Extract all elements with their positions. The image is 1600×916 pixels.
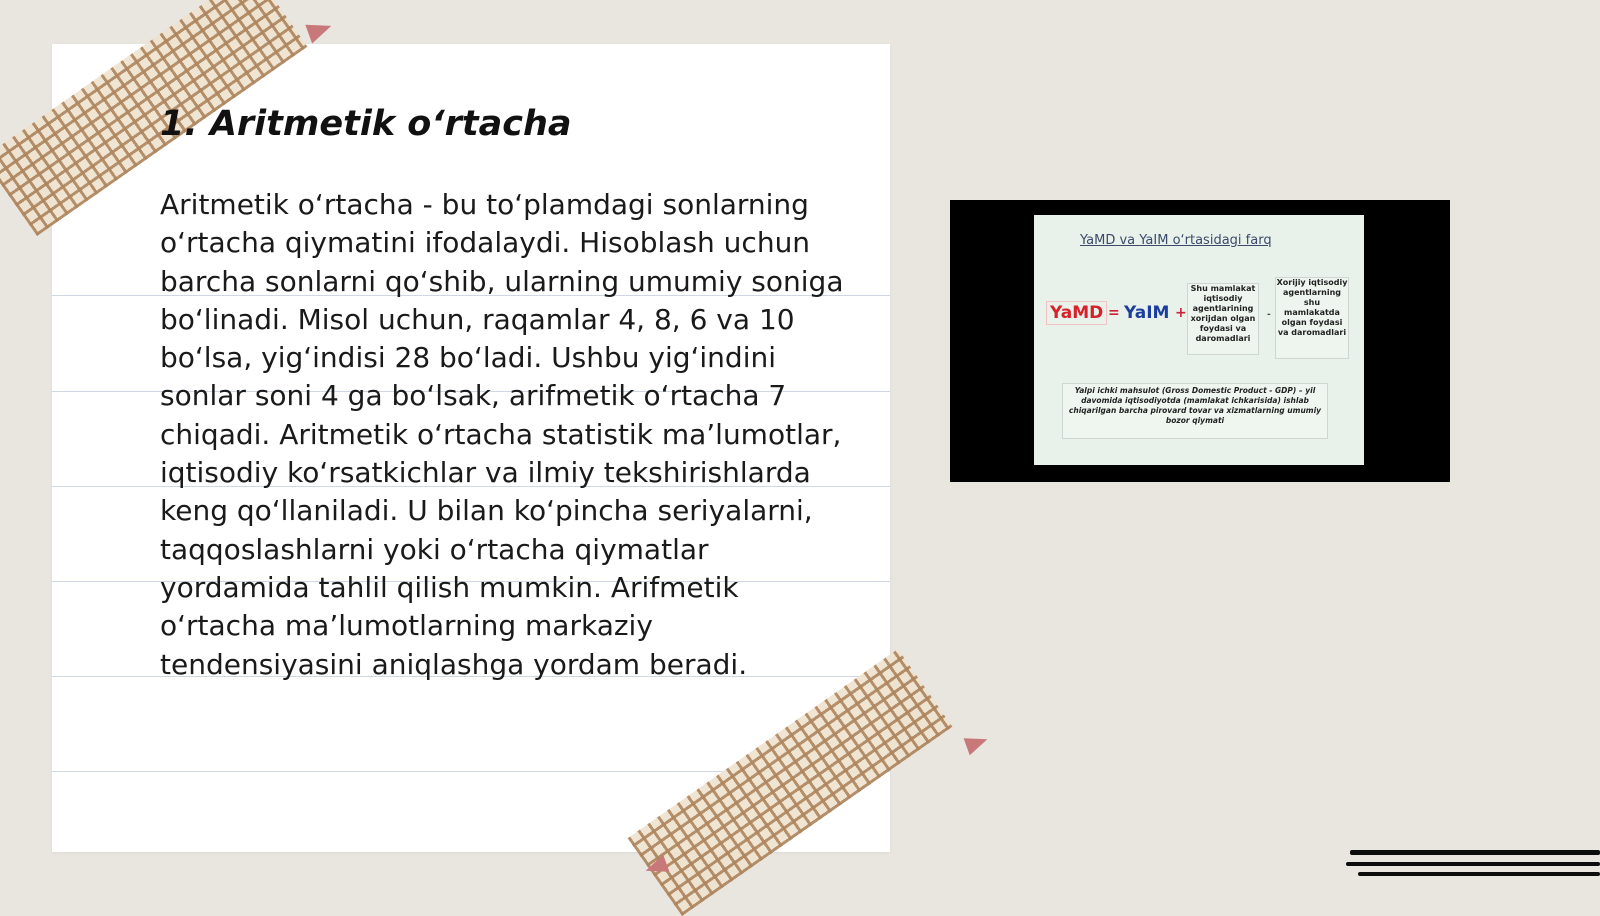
equals-sign: = bbox=[1108, 305, 1120, 321]
image-title: YaMD va YaIM o‘rtasidagi farq bbox=[1080, 233, 1272, 248]
brush-stroke bbox=[1346, 862, 1600, 866]
tape-tip-decoration bbox=[305, 16, 334, 43]
slide-heading: 1. Aritmetik o‘rtacha bbox=[160, 104, 572, 144]
yamd-label: YaMD bbox=[1046, 301, 1107, 325]
gdp-definition-note: Yalpi ichki mahsulot (Gross Domestic Product - GDP) – yil davomida iqtisodiyotda (mamlakat ichkarisida) ishlab chiqarilgan barcha pirovard tovar va xizmatlarning umumiy bozor qiymati bbox=[1062, 383, 1328, 439]
tape-tip-decoration bbox=[964, 731, 991, 755]
income-inflow-box: Shu mamlakat iqtisodiy agentlarining xorijdan olgan foydasi va daromadlari bbox=[1187, 283, 1259, 355]
brush-stroke bbox=[1350, 850, 1600, 855]
slide-body-text: Aritmetik o‘rtacha - bu to‘plamdagi sonlarning o‘rtacha qiymatini ifodalaydi. Hisoblash uchun barcha sonlarni qo‘shib, ularning umumiy soniga bo‘linadi. Misol uchun, raqamlar 4, 8, 6 va 10 bo‘lsa, yig‘indisi 28 bo‘ladi. Ushbu yig‘indini sonlar soni 4 ga bo‘lsak, arifmetik o‘rtacha 7 chiqadi. Aritmetik o‘rtacha statistik ma’lumotlar, iqtisodiy ko‘rsatkichlar va ilmiy tekshirishlarda keng qo‘llaniladi. U bilan ko‘pincha seriyalarni, taqqoslashlarni yoki o‘rtacha qiymatlar yordamida tahlil qilish mumkin. Arifmetik o‘rtacha ma’lumotlarning markaziy tendensiyasini aniqlashga yordam beradi. bbox=[160, 188, 844, 681]
income-outflow-box: Xorijiy iqtisodiy agentlarning shu mamlakatda olgan foydasi va daromadlari bbox=[1275, 277, 1349, 359]
embedded-image[interactable] bbox=[950, 200, 1450, 482]
image-slide bbox=[1034, 215, 1364, 465]
brush-strokes-decoration bbox=[1350, 850, 1600, 890]
minus-sign: - bbox=[1267, 310, 1271, 320]
plus-sign: + bbox=[1175, 305, 1187, 321]
brush-stroke bbox=[1358, 872, 1600, 876]
yaim-label: YaIM bbox=[1124, 303, 1170, 323]
